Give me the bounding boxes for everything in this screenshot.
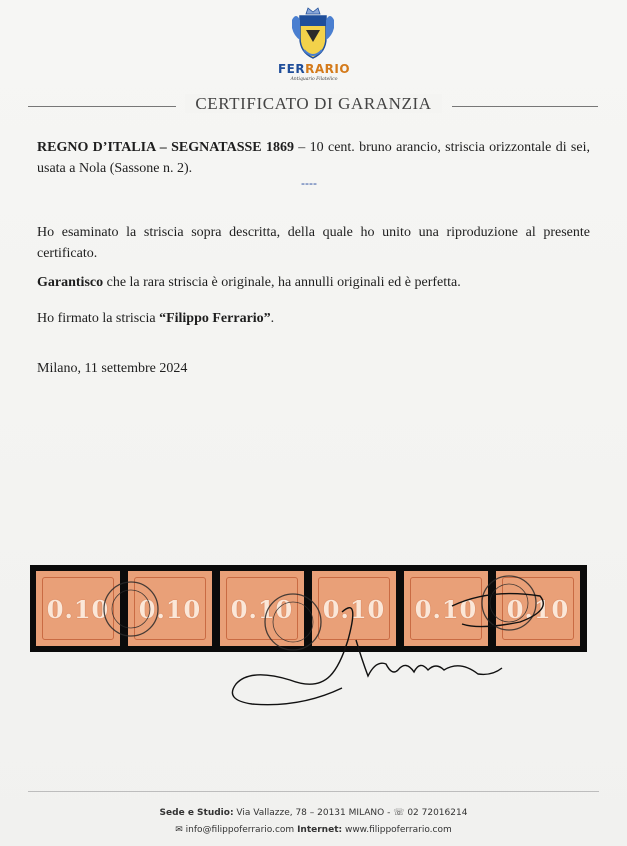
stamp-value: 0.10 <box>414 595 478 624</box>
examination-paragraph: Ho esaminato la striscia sopra descritta, della quale ho unito una riproduzione al presente certificato. <box>37 225 590 261</box>
footer-address: Sede e Studio: Via Vallazze, 78 – 20131 MILANO - ☏ 02 72016214 <box>159 808 468 818</box>
brand-name: FERRARIO <box>277 62 351 76</box>
footer-rule <box>28 791 599 792</box>
guarantee-paragraph: Garantisco che la rara striscia è originale, ha annulli originali ed è perfetta. <box>37 275 461 290</box>
email-text: ✉ info@filippoferrario.com <box>175 825 295 835</box>
handwritten-signature <box>232 594 543 705</box>
certificate-title: CERTIFICATO DI GARANZIA <box>0 94 627 114</box>
separator-dashes: ---- <box>301 176 317 190</box>
stamp-description: REGNO D’ITALIA – SEGNATASSE 1869 – 10 cent. bruno arancio, striscia orizzontale di sei, usata a Nola (Sassone n. 2). <box>37 140 590 176</box>
footer-contacts: ✉ info@filippoferrario.com Internet: www.filippoferrario.com <box>175 825 452 835</box>
website-text: www.filippoferrario.com <box>342 825 452 835</box>
stamp-value: 0.10 <box>506 595 570 624</box>
stamp-value: 0.10 <box>230 595 294 624</box>
signature-paragraph: Ho firmato la striscia “Filippo Ferrario”. <box>37 311 275 326</box>
stamp-value: 0.10 <box>46 595 110 624</box>
stamp-value: 0.10 <box>322 595 386 624</box>
place-date: Milano, 11 settembre 2024 <box>37 361 188 376</box>
brand-tagline: Antiquario Filatelico <box>290 77 338 82</box>
stamp-value: 0.10 <box>138 595 202 624</box>
